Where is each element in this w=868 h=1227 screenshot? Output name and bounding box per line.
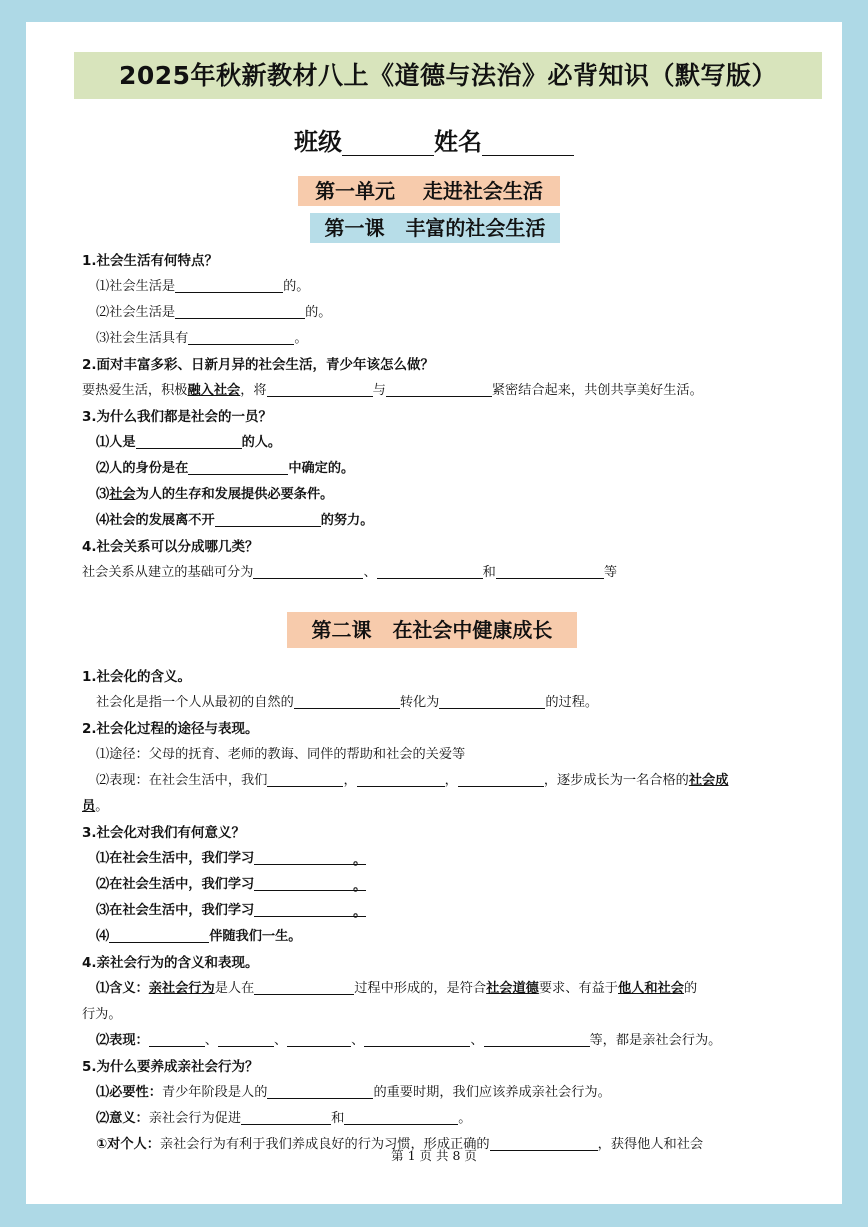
answer-line: ⑵人的身份是在 中确定的。 (82, 456, 798, 482)
fill-blank[interactable] (267, 380, 373, 397)
fill-blank[interactable] (267, 770, 343, 787)
answer-line: 要热爱生活，积极融入社会，将 与 紧密结合起来，共创共享美好生活。 (82, 378, 798, 404)
fill-blank[interactable]: 。 (254, 848, 366, 865)
question: 2.社会化过程的途径与表现。 (82, 721, 259, 737)
fill-blank[interactable] (357, 770, 445, 787)
fill-blank[interactable] (215, 510, 321, 527)
class-blank[interactable] (342, 126, 434, 156)
fill-blank[interactable]: 。 (254, 874, 366, 891)
question: 1.社会化的含义。 (82, 669, 192, 685)
fill-blank[interactable] (287, 1030, 351, 1047)
fill-blank[interactable] (254, 978, 354, 995)
answer-line: ⑴必要性：青少年阶段是人的 的重要时期，我们应该养成亲社会行为。 (82, 1080, 798, 1106)
answer-line: 行为。 (82, 1007, 122, 1022)
fill-blank[interactable] (496, 562, 604, 579)
class-label: 班级 (294, 127, 342, 156)
fill-blank[interactable] (218, 1030, 274, 1047)
answer-line: ⑷社会的发展离不开 的努力。 (82, 508, 798, 534)
answer-line: ⑴含义：亲社会行为是人在 过程中形成的，是符合社会道德要求、有益于他人和社会的 (82, 976, 798, 1002)
fill-blank[interactable] (439, 692, 545, 709)
answer-line: ⑵意义：亲社会行为促进 和 。 (82, 1106, 798, 1132)
answer-line: 员。 (82, 799, 109, 814)
unit-title: 走进社会生活 (422, 179, 543, 203)
answer-line: ⑶社会生活具有 。 (82, 326, 798, 352)
name-label: 姓名 (434, 127, 482, 156)
answer-line: ⑵社会生活是 的。 (82, 300, 798, 326)
page-number: 第 1 页 共 8 页 (391, 1148, 477, 1163)
answer-line: ⑴人是 的人。 (82, 430, 798, 456)
fill-blank[interactable] (109, 926, 209, 943)
fill-blank[interactable] (241, 1108, 331, 1125)
lesson-1-label: 第一课 (324, 216, 385, 240)
lesson-2-label: 第二课 (311, 618, 372, 642)
question: 5.为什么要养成亲社会行为？ (82, 1059, 259, 1075)
answer-line: ①对个人：亲社会行为有利于我们养成良好的行为习惯，形成正确的 ，获得他人和社会 (82, 1132, 798, 1158)
fill-blank[interactable] (364, 1030, 470, 1047)
fill-blank[interactable] (149, 1030, 205, 1047)
name-blank[interactable] (482, 126, 574, 156)
answer-line: ⑶社会为人的生存和发展提供必要条件。 (96, 487, 334, 502)
fill-blank[interactable] (484, 1030, 590, 1047)
unit-label: 第一单元 (315, 179, 396, 203)
document-page (26, 22, 842, 1204)
question: 3.社会化对我们有何意义？ (82, 825, 246, 841)
question: 2.面对丰富多彩、日新月异的社会生活，青少年该怎么做？ (82, 357, 435, 373)
fill-blank[interactable] (458, 770, 544, 787)
fill-blank[interactable] (377, 562, 483, 579)
question: 3.为什么我们都是社会的一员？ (82, 409, 273, 425)
answer-line: 社会关系从建立的基础可分为 、 和 等 (82, 560, 798, 586)
answer-line: ⑵在社会生活中，我们学习 。 (82, 872, 798, 898)
answer-line: ⑶在社会生活中，我们学习 。 (82, 898, 798, 924)
question: 1.社会生活有何特点？ (82, 253, 219, 269)
question: 4.社会关系可以分成哪几类？ (82, 539, 259, 555)
fill-blank[interactable] (175, 276, 283, 293)
answer-line: 社会化是指一个人从最初的自然的 转化为 的过程。 (82, 690, 798, 716)
fill-blank[interactable] (344, 1108, 458, 1125)
student-info-line (26, 122, 842, 162)
fill-blank[interactable] (386, 380, 492, 397)
lesson-1-title: 丰富的社会生活 (405, 216, 546, 240)
lesson-2-title: 在社会中健康成长 (392, 618, 553, 642)
worksheet-content (82, 248, 798, 1158)
question: 4.亲社会行为的含义和表现。 (82, 955, 259, 971)
answer-line: ⑵表现：在社会生活中，我们 ， ， ，逐步成长为一名合格的社会成 (82, 768, 798, 794)
fill-blank[interactable] (253, 562, 363, 579)
fill-blank[interactable] (175, 302, 305, 319)
answer-line: ⑴社会生活是 的。 (82, 274, 798, 300)
fill-blank[interactable] (188, 458, 288, 475)
answer-line: ⑵表现： 、 、 、 、 等，都是亲社会行为。 (82, 1028, 798, 1054)
answer-line: ⑴在社会生活中，我们学习 。 (82, 846, 798, 872)
answer-line: ⑷ 伴随我们一生。 (82, 924, 798, 950)
fill-blank[interactable] (136, 432, 242, 449)
answer-line: ⑴途径：父母的抚育、老师的教诲、同伴的帮助和社会的关爱等 (96, 747, 466, 762)
fill-blank[interactable] (188, 328, 294, 345)
fill-blank[interactable] (294, 692, 400, 709)
fill-blank[interactable]: 。 (254, 900, 366, 917)
unit-heading (298, 176, 560, 206)
document-title: 2025年秋新教材八上《道德与法治》必背知识（默写版） (74, 52, 822, 99)
fill-blank[interactable] (267, 1082, 373, 1099)
lesson-1-heading (310, 213, 560, 243)
